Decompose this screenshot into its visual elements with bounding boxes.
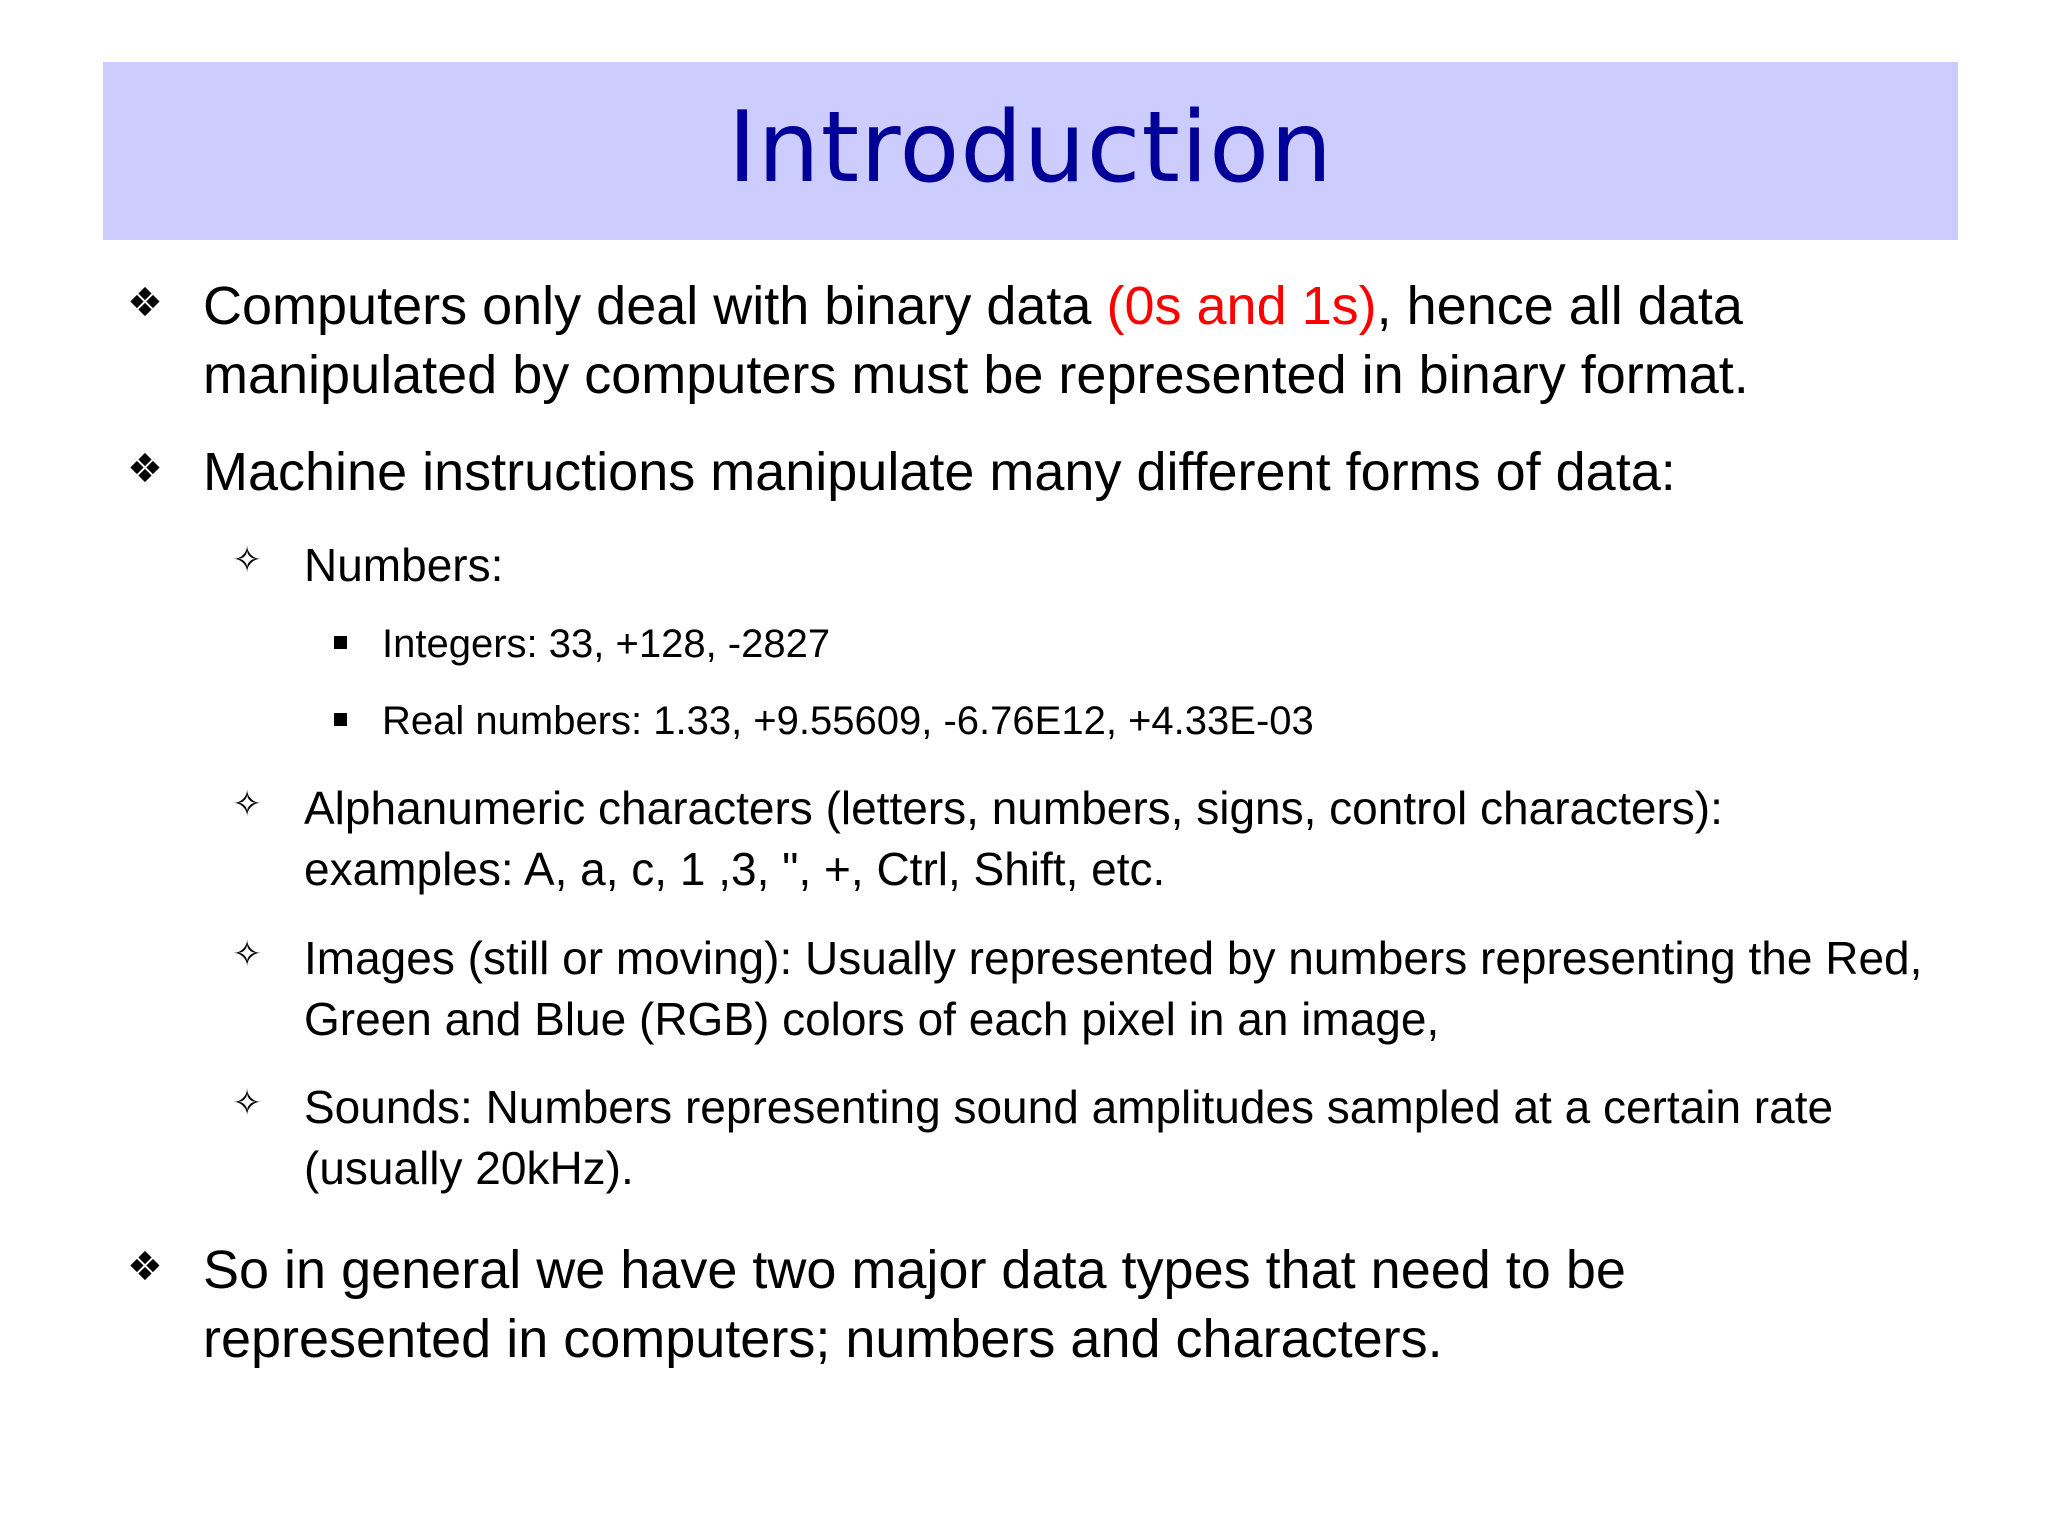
- four-point-star-icon: ✧: [232, 540, 263, 581]
- bullet-integers: Integers: 33, +128, -2827: [382, 622, 831, 666]
- square-bullet-icon: [334, 636, 347, 649]
- binary-text-before: Computers only deal with binary data: [203, 276, 1107, 336]
- four-point-star-icon: ✧: [232, 934, 263, 975]
- four-diamond-icon: ❖: [127, 280, 163, 326]
- bullet-alphanumeric: Alphanumeric characters (letters, numbers, signs, control characters): examples: A, a, c, 1 ,3, ", +, Ctrl, Shift, etc.: [304, 782, 1723, 895]
- four-diamond-icon: ❖: [127, 446, 163, 492]
- four-diamond-icon: ❖: [127, 1244, 163, 1290]
- bullet-sounds: Sounds: Numbers representing sound amplitudes sampled at a certain rate (usually 20kHz).: [304, 1081, 1834, 1194]
- bullet-machine-instructions: Machine instructions manipulate many different forms of data:: [203, 442, 1676, 502]
- binary-highlight: (0s and 1s): [1106, 276, 1377, 336]
- slide-title: Introduction: [727, 91, 1334, 205]
- bullet-numbers: Numbers:: [304, 539, 504, 591]
- four-point-star-icon: ✧: [232, 784, 263, 825]
- bullet-two-data-types: So in general we have two major data types that need to be represented in computers; numbers and characters.: [203, 1240, 1626, 1369]
- four-point-star-icon: ✧: [232, 1083, 263, 1124]
- square-bullet-icon: [334, 713, 347, 726]
- bullet-images: Images (still or moving): Usually represented by numbers representing the Red, Green and Blue (RGB) colors of each pixel in an image,: [304, 932, 1923, 1045]
- bullet-real-numbers: Real numbers: 1.33, +9.55609, -6.76E12, +4.33E-03: [382, 699, 1314, 743]
- binary-text-after: , hence all data manipulated by computers must be represented in binary format.: [203, 276, 1749, 405]
- bullet-binary-data: [203, 272, 1923, 410]
